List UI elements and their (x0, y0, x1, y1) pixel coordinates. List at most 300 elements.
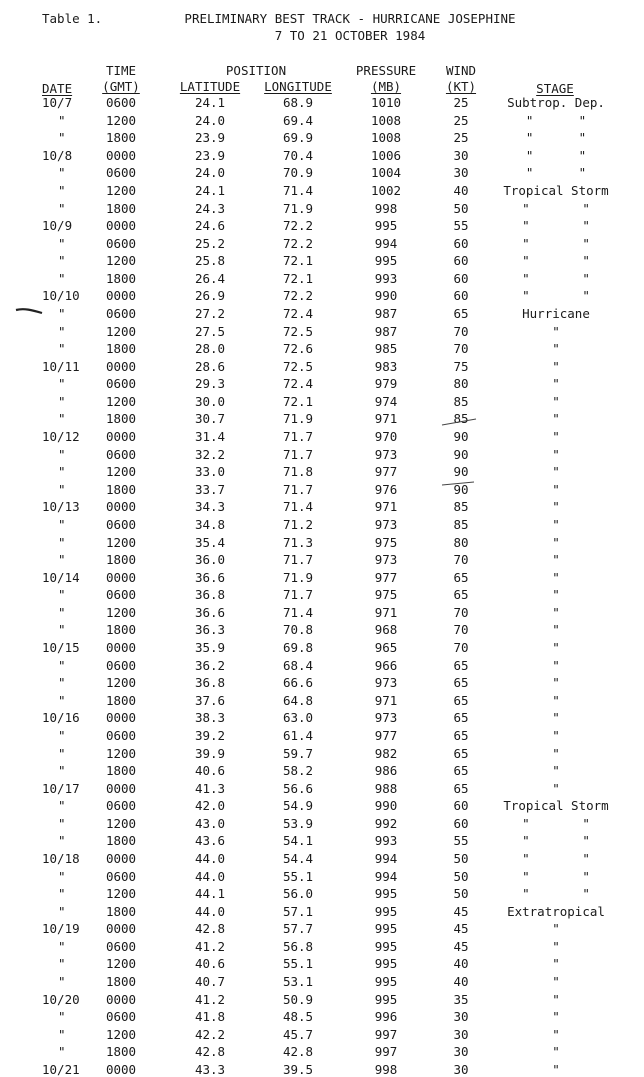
cell-stage: " (552, 411, 560, 427)
cell-stage: " " (525, 165, 587, 181)
cell-stage: " (552, 991, 560, 1007)
pencil-underline-mark (440, 416, 480, 428)
cell-pressure: 965 (374, 640, 398, 655)
cell-pressure: 977 (374, 727, 398, 743)
cell-stage: " (552, 622, 560, 638)
cell-latitude: 31.4 (194, 429, 226, 444)
cell-pressure: 975 (374, 587, 398, 603)
cell-wind: 60 (453, 798, 469, 814)
cell-date: " (58, 130, 66, 146)
cell-time: 1200 (105, 956, 137, 972)
cell-longitude: 72.4 (282, 306, 314, 321)
cell-pressure: 995 (374, 938, 398, 954)
cell-wind: 90 (453, 464, 469, 480)
cell-wind: 65 (453, 587, 469, 603)
cell-time: 1800 (105, 692, 137, 708)
cell-pressure: 995 (374, 886, 398, 902)
cell-date: " (58, 306, 66, 321)
cell-pressure: 995 (374, 956, 398, 972)
cell-pressure: 976 (374, 481, 398, 497)
cell-time: 0000 (105, 1061, 137, 1077)
cell-pressure: 997 (374, 1026, 398, 1042)
cell-latitude: 40.7 (194, 974, 226, 989)
cell-latitude: 42.8 (194, 921, 226, 937)
cell-time: 1200 (105, 886, 137, 902)
cell-latitude: 44.0 (194, 850, 226, 866)
cell-latitude: 39.9 (194, 745, 226, 761)
cell-wind: 65 (453, 710, 469, 726)
cell-stage: " (552, 604, 560, 620)
cell-date: " (58, 974, 66, 989)
cell-latitude: 27.2 (194, 306, 226, 321)
cell-latitude: 36.8 (194, 675, 226, 691)
cell-latitude: 41.3 (194, 780, 226, 796)
cell-time: 1800 (105, 411, 137, 427)
cell-time: 0000 (105, 569, 137, 585)
cell-time: 0600 (105, 235, 137, 251)
cell-latitude: 43.0 (194, 815, 226, 831)
cell-time: 0000 (105, 850, 137, 866)
cell-latitude: 25.2 (194, 235, 226, 251)
cell-stage: Tropical Storm (503, 182, 609, 198)
cell-date: " (58, 833, 66, 849)
cell-stage: " " (522, 868, 590, 884)
cell-pressure: 971 (374, 604, 398, 620)
pencil-underline-mark-2 (440, 476, 480, 488)
cell-wind: 50 (453, 886, 469, 902)
cell-latitude: 36.3 (194, 622, 226, 638)
cell-stage: Hurricane (522, 306, 590, 321)
cell-latitude: 36.6 (194, 569, 226, 585)
cell-longitude: 68.4 (282, 657, 314, 673)
cell-date: " (58, 270, 66, 286)
cell-time: 0000 (105, 218, 137, 234)
cell-pressure: 973 (374, 675, 398, 691)
cell-stage: " " (525, 112, 587, 128)
cell-time: 1200 (105, 464, 137, 480)
cell-time: 1800 (105, 552, 137, 568)
cell-pressure: 994 (374, 868, 398, 884)
cell-latitude: 41.2 (194, 991, 226, 1007)
cell-longitude: 69.4 (282, 112, 314, 128)
cell-date: 10/15 (42, 640, 80, 655)
cell-stage: " (552, 376, 560, 392)
cell-stage: " " (522, 850, 590, 866)
cell-latitude: 44.0 (194, 868, 226, 884)
cell-wind: 45 (453, 938, 469, 954)
cell-wind: 40 (453, 956, 469, 972)
cell-date: 10/10 (42, 288, 80, 304)
cell-time: 0600 (105, 657, 137, 673)
cell-wind: 30 (453, 1009, 469, 1025)
cell-time: 0600 (105, 727, 137, 743)
cell-longitude: 72.2 (282, 218, 314, 234)
cell-wind: 40 (453, 974, 469, 989)
cell-date: 10/18 (42, 850, 80, 866)
cell-pressure: 996 (374, 1009, 398, 1025)
cell-date: " (58, 727, 66, 743)
cell-pressure: 985 (374, 341, 398, 357)
cell-date: " (58, 376, 66, 392)
cell-longitude: 71.7 (282, 587, 314, 603)
cell-longitude: 71.3 (282, 534, 314, 550)
cell-longitude: 45.7 (282, 1026, 314, 1042)
cell-longitude: 57.1 (282, 903, 314, 919)
cell-stage: " (552, 552, 560, 568)
cell-pressure: 1008 (370, 130, 402, 146)
cell-pressure: 995 (374, 921, 398, 937)
cell-time: 0000 (105, 991, 137, 1007)
cell-wind: 55 (453, 833, 469, 849)
cell-wind: 35 (453, 991, 469, 1007)
cell-date: " (58, 534, 66, 550)
cell-date: " (58, 938, 66, 954)
cell-time: 0000 (105, 640, 137, 655)
cell-latitude: 27.5 (194, 323, 226, 339)
cell-wind: 70 (453, 341, 469, 357)
cell-longitude: 69.8 (282, 640, 314, 655)
cell-latitude: 42.8 (194, 1044, 226, 1060)
cell-stage: " (552, 692, 560, 708)
cell-stage: " " (522, 886, 590, 902)
col-position-top: POSITION (225, 63, 287, 78)
cell-stage: " (552, 956, 560, 972)
cell-pressure: 973 (374, 516, 398, 532)
cell-wind: 85 (453, 411, 469, 427)
cell-date: " (58, 903, 66, 919)
cell-time: 1200 (105, 534, 137, 550)
cell-wind: 65 (453, 780, 469, 796)
cell-latitude: 35.4 (194, 534, 226, 550)
col-longitude: LONGITUDE (264, 79, 332, 94)
cell-time: 1200 (105, 323, 137, 339)
cell-latitude: 24.0 (194, 165, 226, 181)
cell-longitude: 56.8 (282, 938, 314, 954)
cell-stage: " (552, 569, 560, 585)
cell-time: 1800 (105, 974, 137, 989)
cell-stage: " (552, 938, 560, 954)
cell-time: 1800 (105, 200, 137, 216)
cell-pressure: 973 (374, 446, 398, 462)
cell-longitude: 72.1 (282, 253, 314, 269)
cell-wind: 30 (453, 165, 469, 181)
cell-pressure: 993 (374, 833, 398, 849)
cell-pressure: 970 (374, 429, 398, 444)
cell-time: 1800 (105, 270, 137, 286)
cell-longitude: 57.7 (282, 921, 314, 937)
cell-time: 1800 (105, 341, 137, 357)
cell-date: " (58, 552, 66, 568)
cell-wind: 60 (453, 815, 469, 831)
cell-longitude: 71.8 (282, 464, 314, 480)
cell-wind: 70 (453, 323, 469, 339)
cell-stage: " (552, 1026, 560, 1042)
cell-stage: " (552, 499, 560, 515)
cell-latitude: 23.9 (194, 147, 226, 163)
cell-date: 10/7 (42, 95, 73, 110)
cell-pressure: 990 (374, 288, 398, 304)
cell-latitude: 41.2 (194, 938, 226, 954)
cell-longitude: 48.5 (282, 1009, 314, 1025)
cell-stage: " " (522, 200, 590, 216)
cell-pressure: 977 (374, 464, 398, 480)
cell-pressure: 973 (374, 710, 398, 726)
cell-date: " (58, 886, 66, 902)
cell-date: " (58, 165, 66, 181)
cell-stage: Tropical Storm (503, 798, 609, 814)
cell-time: 1200 (105, 182, 137, 198)
cell-longitude: 72.1 (282, 393, 314, 409)
cell-latitude: 24.6 (194, 218, 226, 234)
table-title: PRELIMINARY BEST TRACK - HURRICANE JOSEPHINE (184, 11, 516, 26)
cell-pressure: 975 (374, 534, 398, 550)
cell-date: " (58, 464, 66, 480)
cell-stage: " (552, 341, 560, 357)
cell-latitude: 44.0 (194, 903, 226, 919)
cell-latitude: 24.1 (194, 182, 226, 198)
cell-time: 0000 (105, 499, 137, 515)
cell-wind: 60 (453, 253, 469, 269)
cell-wind: 30 (453, 147, 469, 163)
cell-pressure: 1002 (370, 182, 402, 198)
cell-longitude: 72.4 (282, 376, 314, 392)
cell-longitude: 54.4 (282, 850, 314, 866)
cell-time: 0600 (105, 516, 137, 532)
cell-stage: " (552, 358, 560, 374)
cell-stage: " (552, 516, 560, 532)
cell-longitude: 55.1 (282, 868, 314, 884)
cell-longitude: 72.2 (282, 288, 314, 304)
cell-date: " (58, 253, 66, 269)
cell-longitude: 71.9 (282, 411, 314, 427)
cell-latitude: 41.8 (194, 1009, 226, 1025)
cell-longitude: 53.9 (282, 815, 314, 831)
cell-pressure: 994 (374, 235, 398, 251)
cell-wind: 65 (453, 763, 469, 778)
cell-wind: 65 (453, 569, 469, 585)
cell-wind: 55 (453, 218, 469, 234)
cell-date: " (58, 481, 66, 497)
cell-latitude: 30.7 (194, 411, 226, 427)
cell-time: 1800 (105, 481, 137, 497)
cell-pressure: 992 (374, 815, 398, 831)
cell-stage: " (552, 745, 560, 761)
cell-stage: Extratropical (507, 903, 605, 919)
cell-time: 0000 (105, 147, 137, 163)
cell-latitude: 43.6 (194, 833, 226, 849)
cell-time: 1800 (105, 763, 137, 778)
cell-pressure: 1004 (370, 165, 402, 181)
cell-stage: " (552, 974, 560, 989)
cell-time: 0000 (105, 288, 137, 304)
cell-wind: 65 (453, 692, 469, 708)
cell-time: 0600 (105, 446, 137, 462)
cell-stage: " (552, 429, 560, 444)
cell-latitude: 30.0 (194, 393, 226, 409)
cell-date: " (58, 798, 66, 814)
cell-date: " (58, 657, 66, 673)
cell-pressure: 998 (374, 1061, 398, 1077)
cell-wind: 65 (453, 306, 469, 321)
cell-longitude: 58.2 (282, 763, 314, 778)
cell-pressure: 974 (374, 393, 398, 409)
cell-time: 1200 (105, 393, 137, 409)
cell-longitude: 54.9 (282, 798, 314, 814)
cell-pressure: 979 (374, 376, 398, 392)
cell-pressure: 993 (374, 270, 398, 286)
cell-date: " (58, 587, 66, 603)
table-label: Table 1. (42, 11, 103, 26)
cell-latitude: 28.0 (194, 341, 226, 357)
cell-wind: 25 (453, 130, 469, 146)
cell-time: 0600 (105, 938, 137, 954)
col-pressure-top: PRESSURE (355, 63, 417, 78)
cell-longitude: 71.2 (282, 516, 314, 532)
cell-latitude: 25.8 (194, 253, 226, 269)
cell-longitude: 71.7 (282, 552, 314, 568)
cell-date: " (58, 745, 66, 761)
cell-latitude: 28.6 (194, 358, 226, 374)
cell-date: " (58, 112, 66, 128)
cell-wind: 65 (453, 657, 469, 673)
cell-pressure: 966 (374, 657, 398, 673)
col-latitude: LATITUDE (179, 79, 241, 94)
cell-wind: 70 (453, 552, 469, 568)
cell-latitude: 33.0 (194, 464, 226, 480)
pencil-arrow-mark (14, 304, 44, 318)
cell-pressure: 983 (374, 358, 398, 374)
cell-latitude: 23.9 (194, 130, 226, 146)
cell-time: 0600 (105, 587, 137, 603)
cell-longitude: 59.7 (282, 745, 314, 761)
cell-longitude: 72.2 (282, 235, 314, 251)
cell-pressure: 971 (374, 499, 398, 515)
cell-wind: 50 (453, 200, 469, 216)
cell-longitude: 70.4 (282, 147, 314, 163)
cell-pressure: 1008 (370, 112, 402, 128)
cell-time: 1800 (105, 833, 137, 849)
cell-pressure: 987 (374, 306, 398, 321)
cell-wind: 70 (453, 604, 469, 620)
cell-pressure: 995 (374, 903, 398, 919)
cell-date: " (58, 182, 66, 198)
cell-date: " (58, 200, 66, 216)
cell-wind: 50 (453, 850, 469, 866)
cell-latitude: 35.9 (194, 640, 226, 655)
cell-time: 0600 (105, 306, 137, 321)
cell-date: " (58, 446, 66, 462)
cell-time: 0600 (105, 165, 137, 181)
cell-time: 1200 (105, 604, 137, 620)
cell-latitude: 36.0 (194, 552, 226, 568)
cell-wind: 25 (453, 112, 469, 128)
cell-stage: " " (522, 815, 590, 831)
cell-date: " (58, 815, 66, 831)
cell-time: 0000 (105, 710, 137, 726)
cell-stage: Subtrop. Dep. (507, 95, 605, 110)
cell-longitude: 71.7 (282, 429, 314, 444)
cell-longitude: 71.7 (282, 446, 314, 462)
cell-longitude: 72.5 (282, 358, 314, 374)
col-time: (GMT) (102, 79, 140, 94)
cell-latitude: 43.3 (194, 1061, 226, 1077)
col-time-top: TIME (105, 63, 137, 78)
cell-wind: 30 (453, 1044, 469, 1060)
cell-wind: 45 (453, 921, 469, 937)
cell-pressure: 973 (374, 552, 398, 568)
cell-date: 10/17 (42, 780, 80, 796)
cell-longitude: 71.4 (282, 499, 314, 515)
cell-date: " (58, 604, 66, 620)
cell-stage: " (552, 323, 560, 339)
cell-time: 0000 (105, 780, 137, 796)
cell-longitude: 71.9 (282, 200, 314, 216)
cell-pressure: 982 (374, 745, 398, 761)
cell-longitude: 69.9 (282, 130, 314, 146)
cell-longitude: 71.9 (282, 569, 314, 585)
cell-stage: " (552, 1061, 560, 1077)
cell-stage: " (552, 534, 560, 550)
cell-wind: 60 (453, 270, 469, 286)
cell-longitude: 70.9 (282, 165, 314, 181)
cell-wind: 75 (453, 358, 469, 374)
cell-longitude: 68.9 (282, 95, 314, 110)
col-pressure: (MB) (370, 79, 402, 94)
cell-time: 0000 (105, 358, 137, 374)
cell-longitude: 39.5 (282, 1061, 314, 1077)
cell-latitude: 29.3 (194, 376, 226, 392)
cell-pressure: 977 (374, 569, 398, 585)
cell-latitude: 26.9 (194, 288, 226, 304)
col-stage: STAGE (536, 81, 574, 96)
cell-wind: 65 (453, 727, 469, 743)
cell-wind: 60 (453, 235, 469, 251)
cell-longitude: 53.1 (282, 974, 314, 989)
cell-wind: 25 (453, 95, 469, 110)
cell-latitude: 37.6 (194, 692, 226, 708)
cell-stage: " (552, 481, 560, 497)
cell-longitude: 72.5 (282, 323, 314, 339)
cell-date: " (58, 1044, 66, 1060)
cell-wind: 85 (453, 516, 469, 532)
cell-date: " (58, 323, 66, 339)
cell-time: 0600 (105, 1009, 137, 1025)
cell-time: 0000 (105, 429, 137, 444)
cell-latitude: 34.8 (194, 516, 226, 532)
cell-stage: " (552, 1009, 560, 1025)
cell-time: 0600 (105, 798, 137, 814)
cell-date: 10/19 (42, 921, 80, 937)
cell-latitude: 33.7 (194, 481, 226, 497)
cell-date: " (58, 622, 66, 638)
cell-longitude: 63.0 (282, 710, 314, 726)
cell-longitude: 55.1 (282, 956, 314, 972)
cell-time: 1200 (105, 1026, 137, 1042)
cell-date: " (58, 393, 66, 409)
cell-longitude: 66.6 (282, 675, 314, 691)
cell-pressure: 987 (374, 323, 398, 339)
cell-latitude: 24.0 (194, 112, 226, 128)
cell-stage: " (552, 446, 560, 462)
cell-latitude: 32.2 (194, 446, 226, 462)
cell-longitude: 71.4 (282, 604, 314, 620)
cell-date: " (58, 411, 66, 427)
cell-date: 10/14 (42, 569, 80, 585)
cell-date: 10/16 (42, 710, 80, 726)
cell-wind: 80 (453, 534, 469, 550)
cell-wind: 40 (453, 182, 469, 198)
cell-wind: 50 (453, 868, 469, 884)
